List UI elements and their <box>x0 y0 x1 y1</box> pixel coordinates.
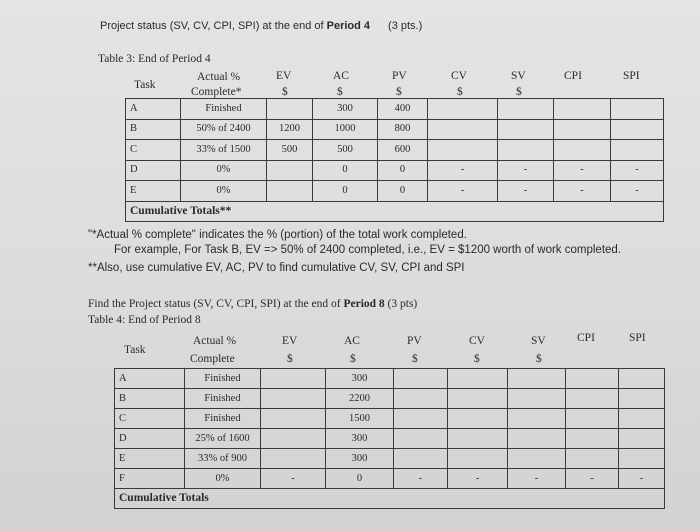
part2-cell-spi <box>619 449 665 469</box>
part1-cell-task: E <box>126 181 181 202</box>
part2-cell-task: C <box>115 409 185 429</box>
part2-row <box>115 469 665 489</box>
table4-header-ev-unit: $ <box>287 353 293 365</box>
note-example: For example, For Task B, EV => 50% of 2400 completed, i.e., EV = $1200 worth of work completed. <box>114 244 622 256</box>
part2-cell-ev: - <box>261 469 326 489</box>
part2-cell-task: D <box>115 429 185 449</box>
part2-cell-pv <box>394 389 448 409</box>
part2-cell-sv: - <box>508 469 566 489</box>
part2-cell-sv <box>508 389 566 409</box>
part1-cell-ac: 0 <box>313 181 378 202</box>
table4-caption: Table 4: End of Period 8 <box>88 314 201 326</box>
part2-cell-ac: 2200 <box>326 389 394 409</box>
table4-header-ev: EV <box>282 335 298 347</box>
part1-cell-spi <box>611 140 664 161</box>
part1-cell-cpi <box>554 140 611 161</box>
table4-header-task: Task <box>124 344 146 356</box>
part1-cell-cv <box>428 119 498 140</box>
part2-cell-pv <box>394 429 448 449</box>
part2-cell-spi <box>619 389 665 409</box>
part1-cell-pv: 800 <box>378 119 428 140</box>
table3 <box>125 98 664 222</box>
part1-cell-ev <box>267 99 313 120</box>
table4-header-complete: Complete <box>190 353 235 365</box>
part2-cell-task: E <box>115 449 185 469</box>
table4-header-cv: CV <box>469 335 485 347</box>
period4-heading <box>100 20 422 32</box>
table4-header-spi: SPI <box>629 332 646 344</box>
part1-cell-pv: 0 <box>378 160 428 181</box>
table4-header-actual: Actual % <box>193 335 237 347</box>
part1-cell-actual: Finished <box>181 99 267 120</box>
part1-row <box>126 160 664 181</box>
part2-cell-actual: Finished <box>185 389 261 409</box>
part2-cell-actual: Finished <box>185 369 261 389</box>
part2-cell-ev <box>261 429 326 449</box>
table3-header-cv-unit: $ <box>457 86 463 98</box>
table4-totals-row <box>115 489 665 509</box>
part2-cell-task: A <box>115 369 185 389</box>
part1-cell-cpi <box>554 99 611 120</box>
table4-header-ac-unit: $ <box>350 353 356 365</box>
part1-cell-ev <box>267 181 313 202</box>
period8-heading-bold: Period 8 <box>343 298 385 310</box>
part1-cell-task: B <box>126 119 181 140</box>
part2-cell-ev <box>261 449 326 469</box>
table3-header-ev: EV <box>276 70 292 82</box>
table3-header-pv-unit: $ <box>396 86 402 98</box>
period8-heading-text: Find the Project status (SV, CV, CPI, SPI) at the end of <box>88 298 344 310</box>
part2-cell-cv <box>448 369 508 389</box>
table3-header-task: Task <box>134 79 156 91</box>
part2-cell-task: F <box>115 469 185 489</box>
part1-cell-spi: - <box>611 181 664 202</box>
table3-totals-row <box>126 201 664 221</box>
part2-cell-cpi <box>566 389 619 409</box>
part2-cell-sv <box>508 409 566 429</box>
period8-points: (3 pts) <box>387 298 418 310</box>
part1-cell-pv: 0 <box>378 181 428 202</box>
part1-cell-actual: 50% of 2400 <box>181 119 267 140</box>
table4-header-sv-unit: $ <box>536 353 542 365</box>
part1-cell-pv: 400 <box>378 99 428 120</box>
part1-cell-cpi: - <box>554 181 611 202</box>
part2-cell-ac: 0 <box>326 469 394 489</box>
part1-cell-cpi <box>554 119 611 140</box>
table3-header-cpi: CPI <box>564 70 582 82</box>
part1-cell-cv <box>428 99 498 120</box>
part1-cell-spi <box>611 99 664 120</box>
part1-row <box>126 99 664 120</box>
period4-points: (3 pts.) <box>388 20 423 32</box>
part2-cell-ev <box>261 389 326 409</box>
part1-cell-sv: - <box>498 181 554 202</box>
part1-cell-ev <box>267 160 313 181</box>
part1-cell-task: C <box>126 140 181 161</box>
table3-totals-label: Cumulative Totals** <box>126 201 664 221</box>
part1-row <box>126 119 664 140</box>
part1-cell-ev: 1200 <box>267 119 313 140</box>
part2-cell-actual: 25% of 1600 <box>185 429 261 449</box>
table3-header-actual: Actual % <box>197 71 241 83</box>
part2-cell-cv <box>448 429 508 449</box>
note-cumulative: **Also, use cumulative EV, AC, PV to find cumulative CV, SV, CPI and SPI <box>88 262 465 274</box>
table4 <box>114 368 665 509</box>
part1-cell-actual: 0% <box>181 160 267 181</box>
part2-cell-cpi <box>566 409 619 429</box>
period8-heading <box>88 298 417 310</box>
part1-row <box>126 181 664 202</box>
part1-cell-ac: 0 <box>313 160 378 181</box>
part2-cell-cv: - <box>448 469 508 489</box>
part2-cell-spi <box>619 409 665 429</box>
part2-cell-ac: 300 <box>326 429 394 449</box>
part1-cell-sv: - <box>498 160 554 181</box>
part1-cell-ac: 1000 <box>313 119 378 140</box>
table3-header-cv: CV <box>451 70 467 82</box>
part1-cell-ac: 300 <box>313 99 378 120</box>
part2-row <box>115 429 665 449</box>
period4-heading-bold: Period 4 <box>326 20 371 32</box>
part2-row <box>115 369 665 389</box>
part1-cell-sv <box>498 99 554 120</box>
part1-cell-sv <box>498 119 554 140</box>
part1-row <box>126 140 664 161</box>
part1-cell-actual: 33% of 1500 <box>181 140 267 161</box>
part2-cell-cv <box>448 449 508 469</box>
part1-cell-cv: - <box>428 181 498 202</box>
part2-cell-pv: - <box>394 469 448 489</box>
part1-cell-pv: 600 <box>378 140 428 161</box>
period4-heading-text: Project status (SV, CV, CPI, SPI) at the end of <box>100 20 327 32</box>
part1-cell-ac: 500 <box>313 140 378 161</box>
part1-cell-cpi: - <box>554 160 611 181</box>
part2-cell-cpi <box>566 369 619 389</box>
table4-totals-label: Cumulative Totals <box>115 489 665 509</box>
part2-cell-pv <box>394 409 448 429</box>
part2-cell-task: B <box>115 389 185 409</box>
part2-cell-cpi <box>566 449 619 469</box>
part1-cell-cv: - <box>428 160 498 181</box>
part1-cell-actual: 0% <box>181 181 267 202</box>
part2-cell-ac: 300 <box>326 369 394 389</box>
table3-header-spi: SPI <box>623 70 640 82</box>
part2-cell-sv <box>508 369 566 389</box>
note-actual-complete: "*Actual % complete" indicates the % (portion) of the total work completed. <box>88 229 467 241</box>
table3-header-ac-unit: $ <box>337 86 343 98</box>
part1-cell-task: A <box>126 99 181 120</box>
part1-cell-task: D <box>126 160 181 181</box>
part2-cell-ev <box>261 369 326 389</box>
table4-header-pv-unit: $ <box>412 353 418 365</box>
part2-cell-cpi: - <box>566 469 619 489</box>
table3-caption: Table 3: End of Period 4 <box>98 53 211 65</box>
part2-cell-sv <box>508 449 566 469</box>
table4-header-cv-unit: $ <box>474 353 480 365</box>
table3-header-ev-unit: $ <box>282 86 288 98</box>
part2-cell-pv <box>394 449 448 469</box>
part2-cell-ac: 1500 <box>326 409 394 429</box>
part1-cell-ev: 500 <box>267 140 313 161</box>
part2-cell-pv <box>394 369 448 389</box>
part1-cell-sv <box>498 140 554 161</box>
part1-cell-spi <box>611 119 664 140</box>
table3-header-sv-unit: $ <box>516 86 522 98</box>
table3-header-pv: PV <box>392 70 407 82</box>
table3-header-ac: AC <box>333 70 349 82</box>
part2-cell-spi: - <box>619 469 665 489</box>
part2-row <box>115 389 665 409</box>
part2-cell-actual: Finished <box>185 409 261 429</box>
part1-cell-cv <box>428 140 498 161</box>
part2-row <box>115 409 665 429</box>
table4-header-ac: AC <box>344 335 360 347</box>
part2-cell-actual: 0% <box>185 469 261 489</box>
part2-cell-ac: 300 <box>326 449 394 469</box>
part2-cell-spi <box>619 429 665 449</box>
part2-cell-cv <box>448 389 508 409</box>
part2-cell-spi <box>619 369 665 389</box>
table4-header-pv: PV <box>407 335 422 347</box>
part2-row <box>115 449 665 469</box>
part2-cell-actual: 33% of 900 <box>185 449 261 469</box>
part2-cell-cpi <box>566 429 619 449</box>
table3-header-complete: Complete* <box>191 86 242 98</box>
part2-cell-ev <box>261 409 326 429</box>
table4-header-cpi: CPI <box>577 332 595 344</box>
part2-cell-sv <box>508 429 566 449</box>
table4-header-sv: SV <box>531 335 546 347</box>
part2-cell-cv <box>448 409 508 429</box>
table3-header-sv: SV <box>511 70 526 82</box>
part1-cell-spi: - <box>611 160 664 181</box>
